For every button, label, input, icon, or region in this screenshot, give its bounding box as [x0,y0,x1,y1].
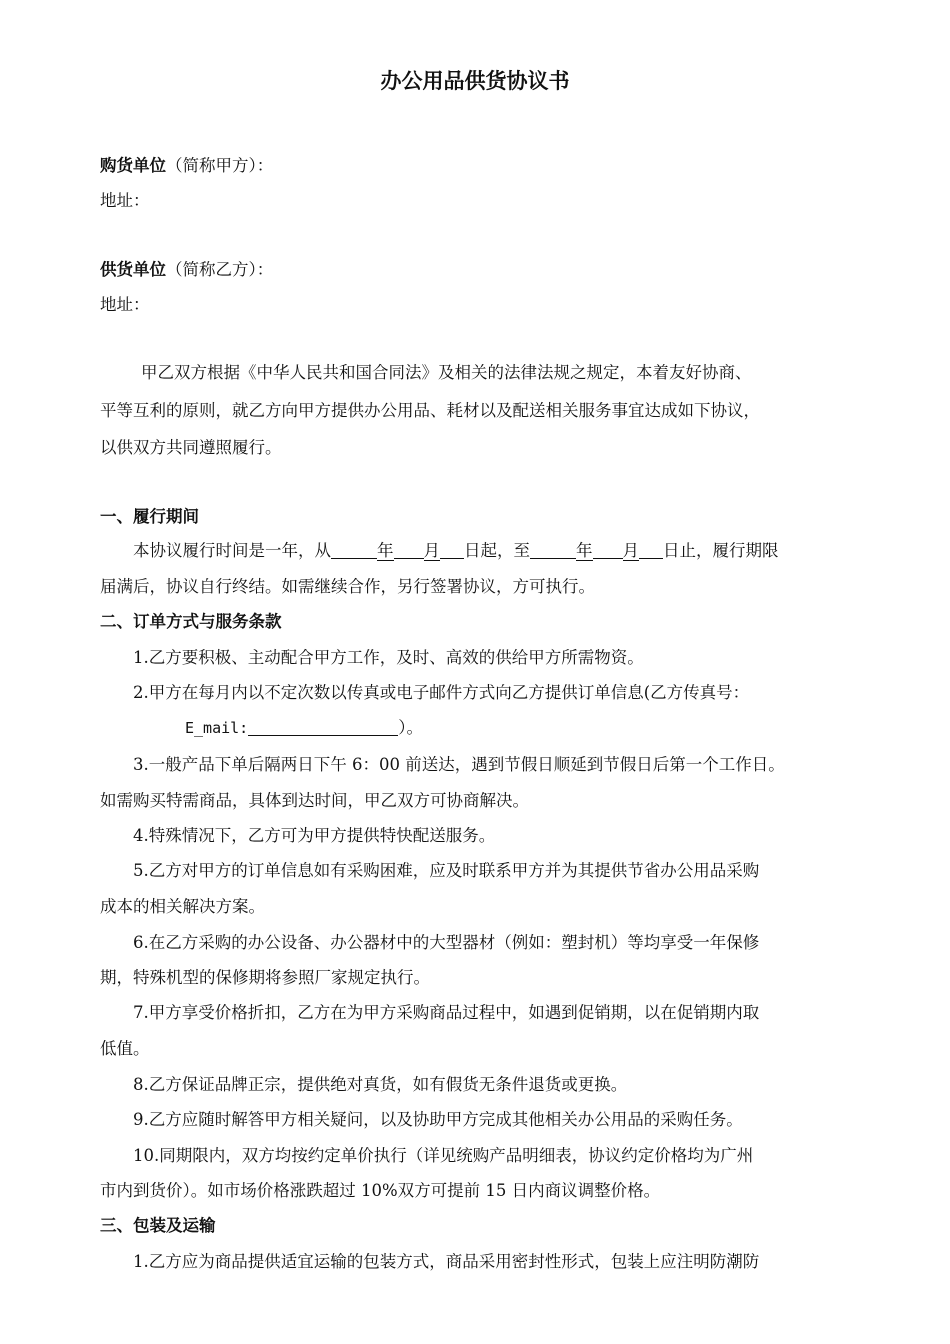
clause-2-1: 1.乙方要积极、主动配合甲方工作，及时、高效的供给甲方所需物资。 [133,648,644,667]
clause-2-10-cont: 市内到货价）。如市场价格涨跌超过 10%双方可提前 15 日内商议调整价格。 [100,1181,661,1200]
supplier-note: （简称乙方）： [166,260,274,279]
section-3-heading: 三、包装及运输 [100,1216,216,1235]
to-year-unit: 年 [576,541,593,560]
intro-line-2: 平等互利的原则，就乙方向甲方提供办公用品、耗材以及配送相关服务事宜达成如下协议， [100,401,760,420]
clause-2-8: 8.乙方保证品牌正宗，提供绝对真货，如有假货无条件退货或更换。 [133,1075,628,1094]
term-text-end: 日止，履行期限 [663,541,779,560]
term-line-2: 届满后，协议自行终结。如需继续合作，另行签署协议，方可执行。 [100,577,595,596]
term-text-mid: 日起，至 [464,541,530,560]
clause-2-9: 9.乙方应随时解答甲方相关疑问，以及协助甲方完成其他相关办公用品的采购任务。 [133,1110,743,1129]
buyer-label: 购货单位 [100,156,166,175]
term-text-start: 本协议履行时间是一年，从 [133,541,331,560]
section-1-heading: 一、履行期间 [100,507,199,526]
term-line [133,541,779,561]
supplier-label: 供货单位 [100,260,166,279]
from-year-blank [331,542,377,559]
from-month-blank [394,542,424,559]
from-year-unit: 年 [377,541,394,560]
clause-2-3-cont: 如需购买特需商品，具体到达时间，甲乙双方可协商解决。 [100,791,529,810]
clause-2-7-cont: 低值。 [100,1039,150,1058]
from-day-blank [440,542,464,559]
section-2-heading: 二、订单方式与服务条款 [100,612,282,631]
clause-2-2: 2.甲方在每月内以不定次数以传真或电子邮件方式向乙方提供订单信息(乙方传真号： [133,683,750,702]
to-year-blank [530,542,576,559]
document-title: 办公用品供货协议书 [380,68,570,93]
email-label: E_mail: [185,719,249,737]
email-blank [248,719,398,736]
intro-line-3: 以供双方共同遵照履行。 [100,438,282,457]
buyer-note: （简称甲方）： [166,156,274,175]
to-day-blank [639,542,663,559]
to-month-unit: 月 [622,541,639,560]
buyer-address: 地址： [100,191,150,210]
email-end: ）。 [398,718,423,737]
clause-2-6-cont: 期，特殊机型的保修期将参照厂家规定执行。 [100,968,430,987]
supplier-address: 地址： [100,295,150,314]
clause-2-3: 3.一般产品下单后隔两日下午 6：00 前送达，遇到节假日顺延到节假日后第一个工作日。 [133,755,785,774]
buyer-line [100,156,273,176]
clause-2-4: 4.特殊情况下，乙方可为甲方提供特快配送服务。 [133,826,496,845]
to-month-blank [593,542,623,559]
clause-2-6: 6.在乙方采购的办公设备、办公器材中的大型器材（例如：塑封机）等均享受一年保修 [133,933,760,952]
intro-line-1: 甲乙双方根据《中华人民共和国合同法》及相关的法律法规之规定，本着友好协商、 [141,363,752,382]
supplier-line [100,260,273,280]
email-line [185,718,423,738]
clause-2-10: 10.同期限内，双方均按约定单价执行（详见统购产品明细表，协议约定价格均为广州 [133,1146,754,1165]
clause-3-1: 1.乙方应为商品提供适宜运输的包装方式，商品采用密封性形式，包装上应注明防潮防 [133,1252,760,1271]
clause-2-5-cont: 成本的相关解决方案。 [100,897,265,916]
clause-2-7: 7.甲方享受价格折扣，乙方在为甲方采购商品过程中，如遇到促销期，以在促销期内取 [133,1003,760,1022]
clause-2-5: 5.乙方对甲方的订单信息如有采购困难，应及时联系甲方并为其提供节省办公用品采购 [133,861,760,880]
from-month-unit: 月 [423,541,440,560]
